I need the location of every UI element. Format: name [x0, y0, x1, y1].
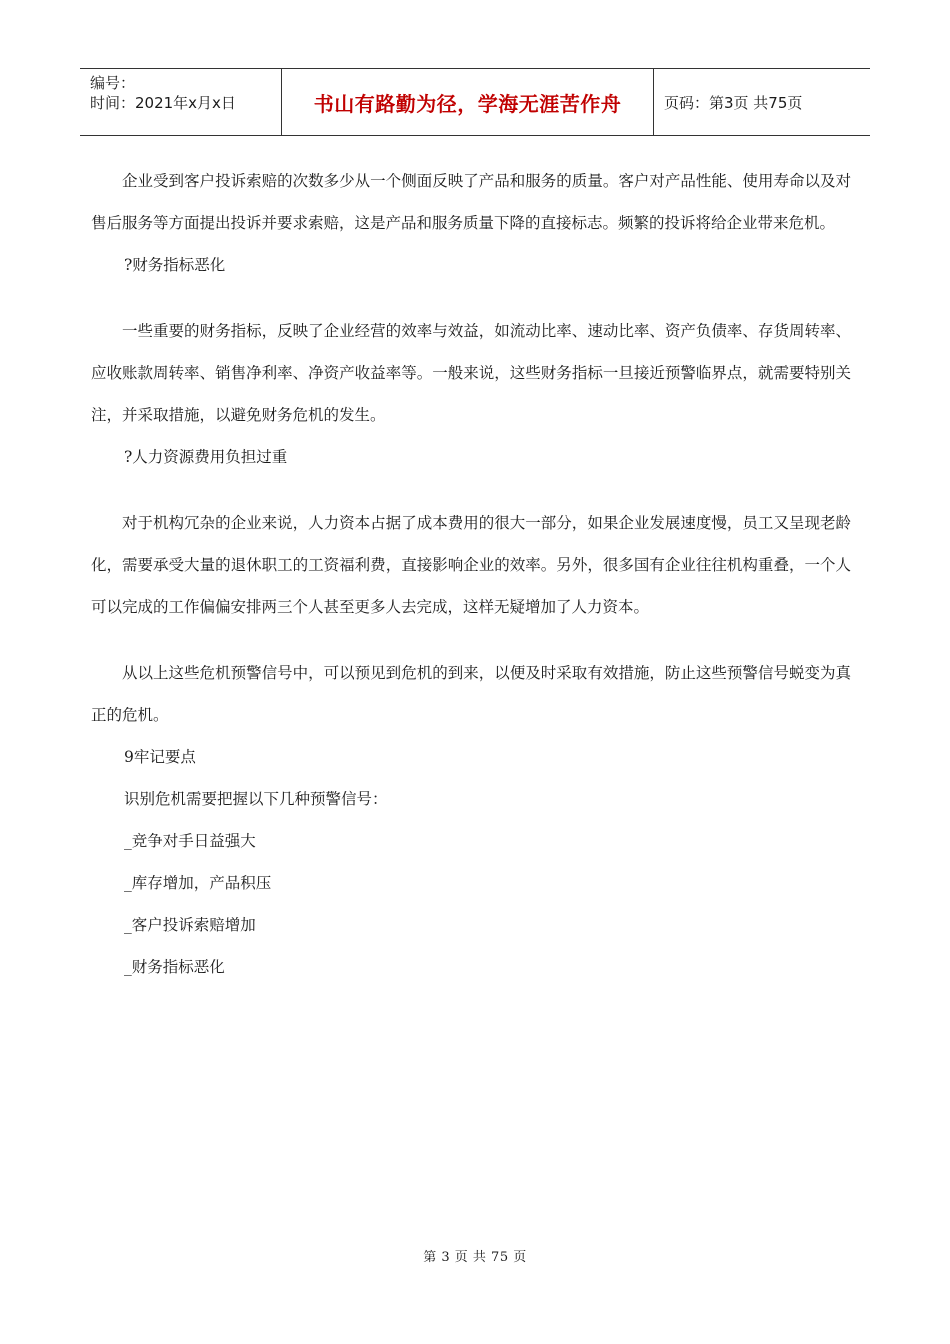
paragraph-conclusion: 从以上这些危机预警信号中，可以预见到危机的到来，以便及时采取有效措施，防止这些预警信号蜕变为真正的危机。 [91, 664, 851, 724]
paragraph-complaints: 企业受到客户投诉索赔的次数多少从一个侧面反映了产品和服务的质量。客户对产品性能、使用寿命以及对售后服务等方面提出投诉并要求索赔，这是产品和服务质量下降的直接标志。频繁的投诉将给企业带来危机。 [91, 172, 851, 232]
list-item: _库存增加，产品积压 [124, 874, 272, 892]
section-heading-finance: ?财务指标恶化 [124, 256, 226, 274]
list-item: _竞争对手日益强大 [124, 832, 256, 850]
keypoints-intro: 识别危机需要把握以下几种预警信号： [124, 790, 388, 808]
document-date: 时间：2021年x月x日 [90, 94, 236, 112]
header-motto: 书山有路勤为径，学海无涯苦作舟 [313, 91, 622, 116]
section-heading-hr: ?人力资源费用负担过重 [124, 448, 288, 466]
header-motto-cell [282, 69, 654, 135]
section-heading-keypoints: 9牢记要点 [124, 748, 196, 766]
paragraph-finance: 一些重要的财务指标，反映了企业经营的效率与效益，如流动比率、速动比率、资产负债率、存货周转率、应收账款周转率、销售净利率、净资产收益率等。一般来说，这些财务指标一旦接近预警临界点，就需要特别关注，并采取措施，以避免财务危机的发生。 [91, 322, 851, 424]
list-item: _财务指标恶化 [124, 958, 225, 976]
page-footer: 第 3 页 共 75 页 [423, 1250, 527, 1265]
list-item: _客户投诉索赔增加 [124, 916, 256, 934]
document-number: 编号： [90, 74, 136, 92]
paragraph-hr: 对于机构冗杂的企业来说，人力资本占据了成本费用的很大一部分，如果企业发展速度慢，员工又呈现老龄化，需要承受大量的退休职工的工资福利费，直接影响企业的效率。另外，很多国有企业往往机构重叠，一个人可以完成的工作偏偏安排两三个人甚至更多人去完成，这样无疑增加了人力资本。 [91, 514, 851, 616]
header-page-info: 页码：第3页 共75页 [664, 93, 803, 112]
header-meta [80, 69, 282, 135]
page-header [80, 68, 870, 136]
document-body [91, 160, 851, 988]
